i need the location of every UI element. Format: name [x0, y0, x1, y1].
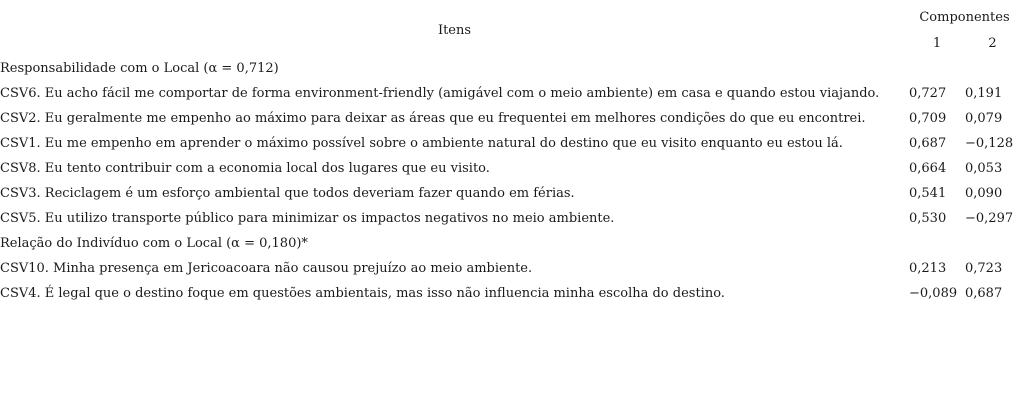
component-2-value: 0,191: [965, 86, 1003, 101]
item-text: CSV3. Reciclagem é um esforço ambiental que todos deveriam fazer quando em férias.: [0, 186, 575, 201]
component-1-value: 0,541: [909, 186, 947, 201]
component-2-value: 0,687: [965, 286, 1003, 301]
item-text: CSV4. É legal que o destino foque em questões ambientais, mas isso não influencia minha escolha do destino.: [0, 286, 725, 301]
component-1-value: 0,530: [909, 211, 947, 226]
components-header: Componentes: [919, 9, 1010, 25]
component-2-value: −0,297: [965, 211, 1014, 226]
factor-loadings-table: [0, 4, 1020, 306]
component-2-value: −0,128: [965, 136, 1014, 151]
component-2-value: 0,079: [965, 111, 1003, 126]
component-2-value: 0,723: [965, 261, 1003, 276]
component-1-value: 0,213: [909, 261, 947, 276]
table-row: [0, 181, 1020, 206]
group-row: [0, 56, 1020, 81]
table-row: [0, 81, 1020, 106]
table-row: [0, 256, 1020, 281]
item-text: CSV8. Eu tento contribuir com a economia local dos lugares que eu visito.: [0, 161, 490, 176]
component-1-value: 0,687: [909, 136, 947, 151]
group-title: Relação do Indivíduo com o Local (α = 0,180)*: [0, 236, 308, 251]
group-title: Responsabilidade com o Local (α = 0,712): [0, 61, 279, 76]
table-row: [0, 106, 1020, 131]
table-row: [0, 156, 1020, 181]
group-row: [0, 231, 1020, 256]
item-text: CSV6. Eu acho fácil me comportar de forma environment-friendly (amigável com o meio ambiente) em casa e quando estou viajando.: [0, 86, 880, 101]
items-header: Itens: [437, 22, 472, 38]
item-text: CSV2. Eu geralmente me empenho ao máximo para deixar as áreas que eu frequentei em melhores condições do que eu encontrei.: [0, 111, 866, 126]
table-row: [0, 206, 1020, 231]
component-1-value: 0,664: [909, 161, 947, 176]
item-text: CSV5. Eu utilizo transporte público para minimizar os impactos negativos no meio ambiente.: [0, 211, 615, 226]
component-1-value: −0,089: [909, 286, 958, 301]
component-2-value: 0,053: [965, 161, 1003, 176]
table-row: [0, 131, 1020, 156]
table-row: [0, 281, 1020, 306]
component-2-header: 2: [988, 35, 997, 51]
item-text: CSV10. Minha presença em Jericoacoara não causou prejuízo ao meio ambiente.: [0, 261, 533, 276]
component-1-header: 1: [932, 35, 942, 51]
component-2-value: 0,090: [965, 186, 1003, 201]
component-1-value: 0,709: [909, 111, 947, 126]
item-text: CSV1. Eu me empenho em aprender o máximo possível sobre o ambiente natural do destino que eu visito enquanto eu estou lá.: [0, 136, 843, 151]
component-1-value: 0,727: [909, 86, 947, 101]
